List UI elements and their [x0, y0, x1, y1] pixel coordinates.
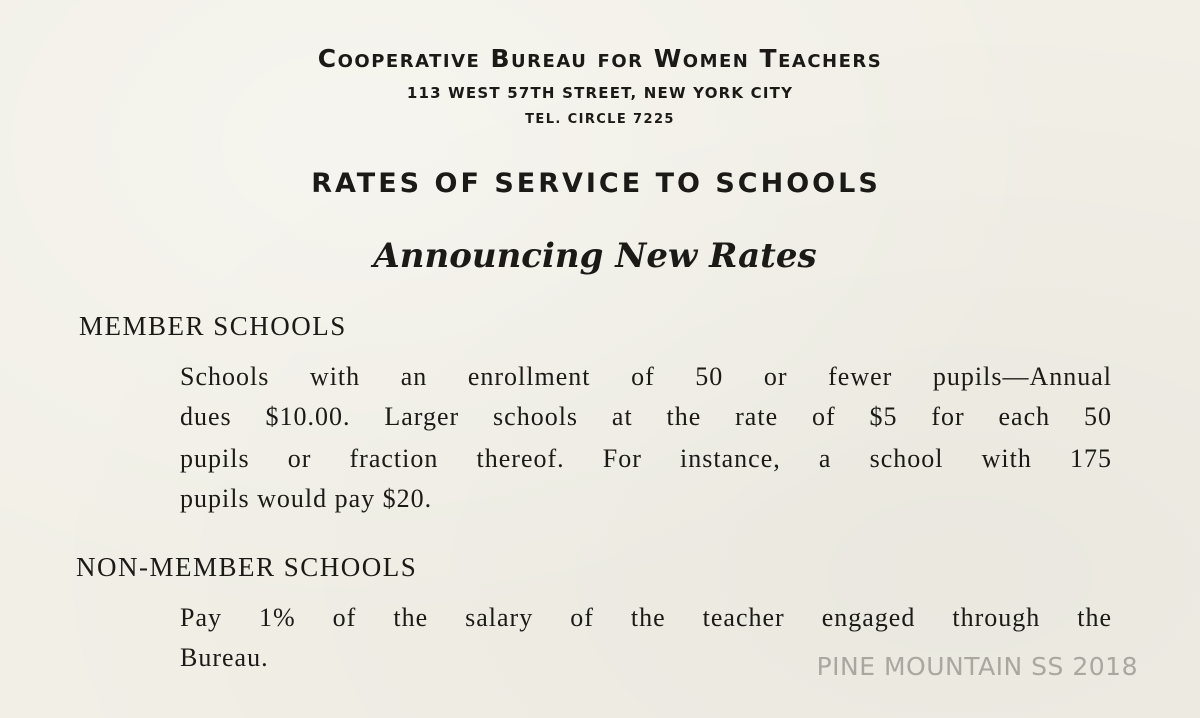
watermark: PINE MOUNTAIN SS 2018	[816, 652, 1138, 681]
page-title: RATES OF SERVICE TO SCHOOLS	[311, 168, 881, 199]
page-subtitle: Announcing New Rates	[373, 236, 817, 276]
non-member-schools-heading: NON-MEMBER SCHOOLS	[76, 552, 418, 582]
member-schools-heading: MEMBER SCHOOLS	[79, 311, 347, 341]
organization-name: Cooperative Bureau for Women Teachers	[317, 44, 883, 73]
paragraph-line: Schools with an enrollment of 50 or fewer pupils—Annual	[180, 362, 1112, 391]
organization-telephone: TEL. CIRCLE 7225	[525, 112, 675, 127]
paragraph-line: Pay 1% of the salary of the teacher engaged through the	[180, 603, 1112, 632]
paragraph-line: dues $10.00. Larger schools at the rate of $5 for each 50	[180, 402, 1112, 431]
paragraph-line: Bureau.	[180, 643, 269, 672]
paragraph-line: pupils would pay $20.	[180, 484, 433, 513]
organization-address: 113 WEST 57TH STREET, NEW YORK CITY	[406, 84, 794, 102]
paragraph-line: pupils or fraction thereof. For instance, a school with 175	[180, 444, 1112, 473]
